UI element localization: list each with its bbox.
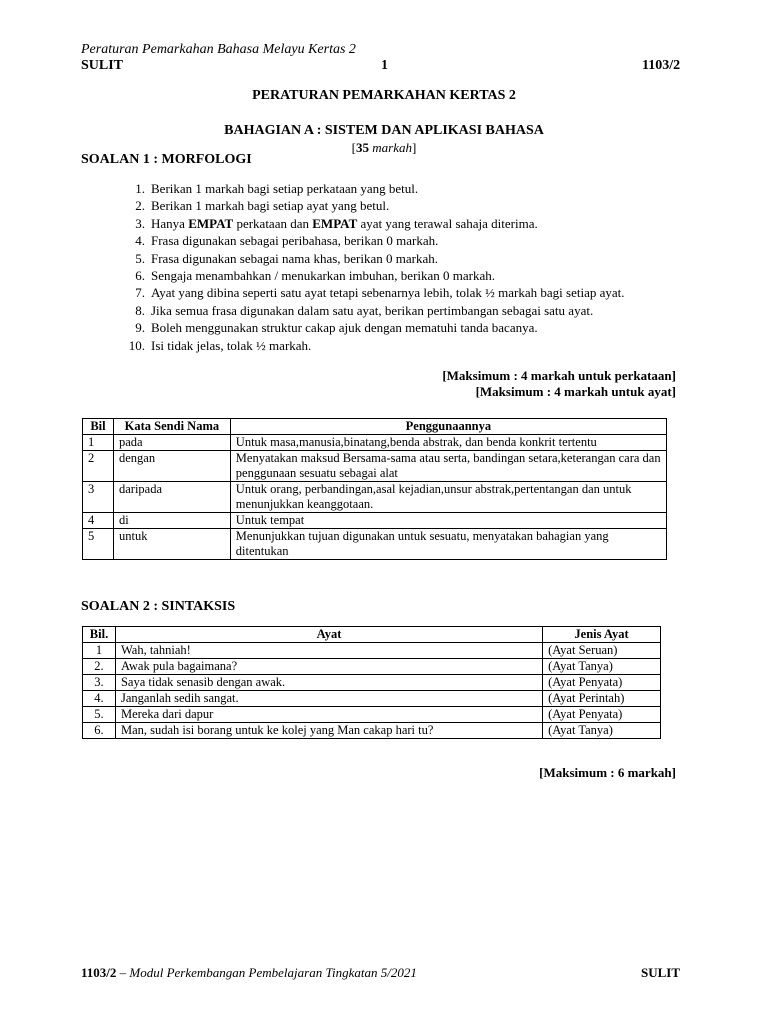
table-cell: Mereka dari dapur [115,707,542,723]
table-cell: Menyatakan maksud Bersama-sama atau serta, bandingan setara,keterangan cara dan penggunaan sesuatu sebagai alat [230,451,666,482]
table-row [83,529,667,560]
table-cell: di [113,513,230,529]
table-cell: pada [113,435,230,451]
question-1-title: SOALAN 1 : MORFOLOGI [81,152,252,167]
column-header: Jenis Ayat [543,627,661,643]
table-row [83,643,661,659]
table-cell: 3 [83,482,114,513]
table-cell: 4 [83,513,114,529]
document-title: Peraturan Pemarkahan Bahasa Melayu Kertas 2 [81,42,356,57]
paper-code: 1103/2 [642,58,681,73]
list-item: 9. Boleh menggunakan struktur cakap ajuk dengan mematuhi tanda bacanya. [135,320,538,336]
list-item: 4. Frasa digunakan sebagai peribahasa, berikan 0 markah. [135,233,439,249]
table-cell: 1 [83,643,116,659]
list-item: 5. Frasa digunakan sebagai nama khas, berikan 0 markah. [135,250,438,266]
column-header: Bil [83,419,114,435]
table-cell: (Ayat Penyata) [543,707,661,723]
page-title: PERATURAN PEMARKAHAN KERTAS 2 [252,88,516,103]
max-sentences-note: [Maksimum : 4 markah untuk ayat] [475,384,676,399]
list-item: 3. Hanya EMPAT perkataan dan EMPAT ayat yang terawal sahaja diterima. [135,215,538,231]
table-row [83,435,667,451]
table-row [83,451,667,482]
list-item: 2. Berikan 1 markah bagi setiap ayat yang betul. [135,198,390,214]
table-cell: Wah, tahniah! [115,643,542,659]
kata-sendi-table [82,418,667,560]
table-row [83,707,661,723]
column-header: Kata Sendi Nama [113,419,230,435]
table-cell: Janganlah sedih sangat. [115,691,542,707]
table-cell: Man, sudah isi borang untuk ke kolej yang Man cakap hari tu? [115,723,542,739]
page-number: 1 [381,58,388,73]
table-row [83,482,667,513]
table-cell: Untuk orang, perbandingan,asal kejadian,unsur abstrak,pertentangan dan untuk menunjukkan keanggotaan. [230,482,666,513]
table-cell: 6. [83,723,116,739]
table-cell: daripada [113,482,230,513]
table-cell: 5 [83,529,114,560]
table-cell: (Ayat Tanya) [543,659,661,675]
table-row [83,513,667,529]
table-cell: (Ayat Tanya) [543,723,661,739]
table-cell: 3. [83,675,116,691]
table-cell: (Ayat Perintah) [543,691,661,707]
table-cell: 1 [83,435,114,451]
table-cell: (Ayat Penyata) [543,675,661,691]
footer-classification: SULIT [641,965,681,980]
classification-label: SULIT [81,58,124,73]
max-q2-note: [Maksimum : 6 markah] [539,765,676,780]
table-row [83,691,661,707]
column-header: Ayat [115,627,542,643]
table-cell: (Ayat Seruan) [543,643,661,659]
marks-value: 35 [356,140,370,155]
table-cell: 4. [83,691,116,707]
table-cell: 2. [83,659,116,675]
table-row [83,723,661,739]
sintaksis-table [82,626,661,739]
section-title: BAHAGIAN A : SISTEM DAN APLIKASI BAHASA [224,123,544,138]
list-item: 10. Isi tidak jelas, tolak ½ markah. [128,337,312,353]
list-item: 1. Berikan 1 markah bagi setiap perkataan yang betul. [135,181,419,196]
table-row [83,675,661,691]
table-cell: Menunjukkan tujuan digunakan untuk sesuatu, menyatakan bahagian yang ditentukan [230,529,666,560]
table-cell: dengan [113,451,230,482]
table-cell: Saya tidak senasib dengan awak. [115,675,542,691]
list-item: 6. Sengaja menambahkan / menukarkan imbuhan, berikan 0 markah. [135,267,496,283]
max-words-note: [Maksimum : 4 markah untuk perkataan] [442,368,676,383]
table-cell: Awak pula bagaimana? [115,659,542,675]
section-marks: [35 markah] [351,140,417,155]
column-header: Bil. [83,627,116,643]
table-header-row [83,419,667,435]
table-header-row [83,627,661,643]
list-item: 7. Ayat yang dibina seperti satu ayat tetapi sebenarnya lebih, tolak ½ markah bagi setiap ayat. [135,285,625,301]
footer-module-label: 1103/2 – Modul Perkembangan Pembelajaran Tingkatan 5/2021 [81,965,417,980]
table-cell: Untuk tempat [230,513,666,529]
table-cell: untuk [113,529,230,560]
column-header: Penggunaannya [230,419,666,435]
question-2-title: SOALAN 2 : SINTAKSIS [81,599,236,614]
table-row [83,659,661,675]
marks-unit: markah [372,140,412,155]
list-item: 8. Jika semua frasa digunakan dalam satu ayat, berikan pertimbangan sebagai satu ayat. [135,302,594,318]
table-cell: 5. [83,707,116,723]
marking-rules-list [125,180,711,354]
table-cell: 2 [83,451,114,482]
table-cell: Untuk masa,manusia,binatang,benda abstrak, dan benda konkrit tertentu [230,435,666,451]
